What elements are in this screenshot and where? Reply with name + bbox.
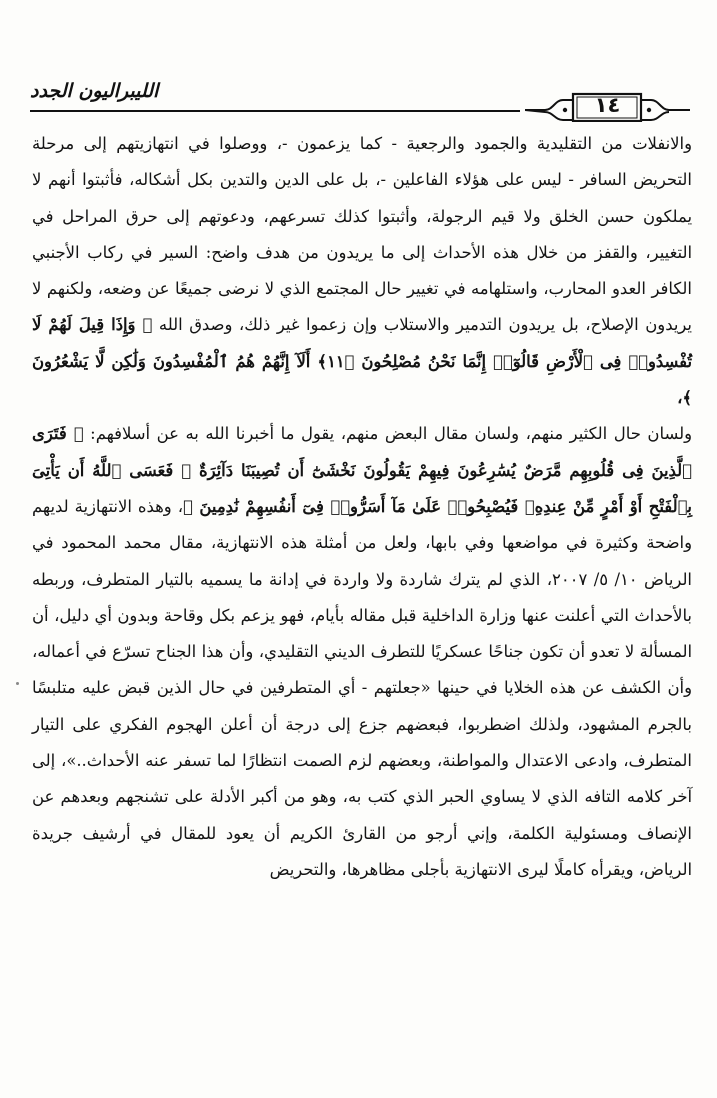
header-rule [30, 110, 520, 112]
paragraph-1-text: والانفلات من التقليدية والجمود والرجعية - كما يزعمون -، ووصلوا في انتهازيتهم إلى مرحلة التحريض السافر - ليس على هؤلاء الفاعلين -، بل على الدين والتدين بكل أشكاله، فأثبتوا أنهم لا يملكون حسن الخلق ولا قيم الرجولة، وأثبتوا كذلك تسرعهم، ودعوتهم إلى حرق المراحل في التغيير، والقفز من خلال هذه الأحداث إلى ما يريدون من هدف واضح: السير في ركاب الأجنبي الكافر العدو المحارب، واستلهامه في تغيير حال المجتمع الذي لا نرضى جميعًا عن وضعه، ولكنهم لا يريدون الإصلاح، بل يريدون التدمير والاستلاب وإن زعموا غير ذلك، وصدق الله [32, 134, 692, 335]
page-header [30, 80, 690, 124]
quoted-passage: «جعلتهم - أي المتطرفين في حال الذين قبض عليه متلبسًا بالجرم المشهود، ولذلك اضطربوا، فبعضهم جزع إلى درجة أن أعلن الهجوم الفكري على التيار المتطرف، وادعى الاعتدال والمواطنة، وبعضهم لزم الصمت انتظارًا لما تسفر عنه الأحداث..» [32, 678, 692, 771]
running-title: الليبراليون الجدد [30, 80, 159, 102]
quran-verse-1: ﴿ وَإِذَا قِيلَ لَهُمْ لَا تُفْسِدُوا۟ فِى ٱلْأَرْضِ قَالُوٓا۟ إِنَّمَا نَحْنُ مُصْلِحُونَ ﴿١١﴾ أَلَآ إِنَّهُمْ هُمُ ٱلْمُفْسِدُونَ وَلَٰكِن لَّا يَشْعُرُونَ ﴾، [32, 315, 693, 408]
paragraph-2-text: ، وهذه الانتهازية لديهم واضحة وكثيرة في مواضعها وفي بابها، ولعل من أمثلة هذه الانتهازية، مقال محمد المحمود في الرياض ١٠/ ٥/ ٢٠٠٧، الذي لم يترك شاردة ولا واردة في إدانة ما يسميه بالتيار المتطرف، وربطه بالأحداث التي أعلنت عنها وزارة الداخلية قبل مقاله بأيام، فهو يزعم بكل وقاحة وبدون أي دليل، أن المسألة لا تعدو أن تكون جناحًا عسكريًا للتطرف الديني التقليدي، وأن هذا الجناح تسرّع في أعماله، وأن الكشف عن هذه الخلايا في حينها [32, 496, 692, 698]
quran-verse-2: ﴿ فَتَرَى ٱلَّذِينَ فِى قُلُوبِهِم مَّرَضٌ يُسَٰرِعُونَ فِيهِمْ يَقُولُونَ نَخْشَىٰٓ أَن تُصِيبَنَا دَآئِرَةٌ ۚ فَعَسَى ٱللَّهُ أَن يَأْتِىَ بِٱلْفَتْحِ أَوْ أَمْرٍ مِّنْ عِندِهِۦ فَيُصْبِحُوا۟ عَلَىٰ مَآ أَسَرُّوا۟ فِىٓ أَنفُسِهِمْ نَٰدِمِينَ ﴾ [32, 424, 692, 516]
paragraph-1 [32, 126, 692, 416]
page-number: ١٤ [594, 93, 621, 117]
body-text [32, 126, 692, 888]
paragraph-2-intro: ولسان حال الكثير منهم، ولسان مقال البعض منهم، يقول ما أخبرنا الله به عن أسلافهم: [90, 424, 692, 444]
paragraph-2-continuation: ، إلى آخر كلامه التافه الذي لا يساوي الحبر الذي كتب به، وهو من أكبر الأدلة على تشنجهم وبعدهم عن الإنصاف ومسئولية الكلمة، وإني أرجو من القارئ الكريم أن يعود للمقال في أرشيف جريدة الرياض، ويقرأه كاملًا ليرى الانتهازية بأجلى مظاهرها، والتحريض [32, 751, 693, 879]
paragraph-2 [32, 416, 692, 888]
margin-speck [16, 682, 19, 685]
page-number-ornament [525, 90, 690, 122]
